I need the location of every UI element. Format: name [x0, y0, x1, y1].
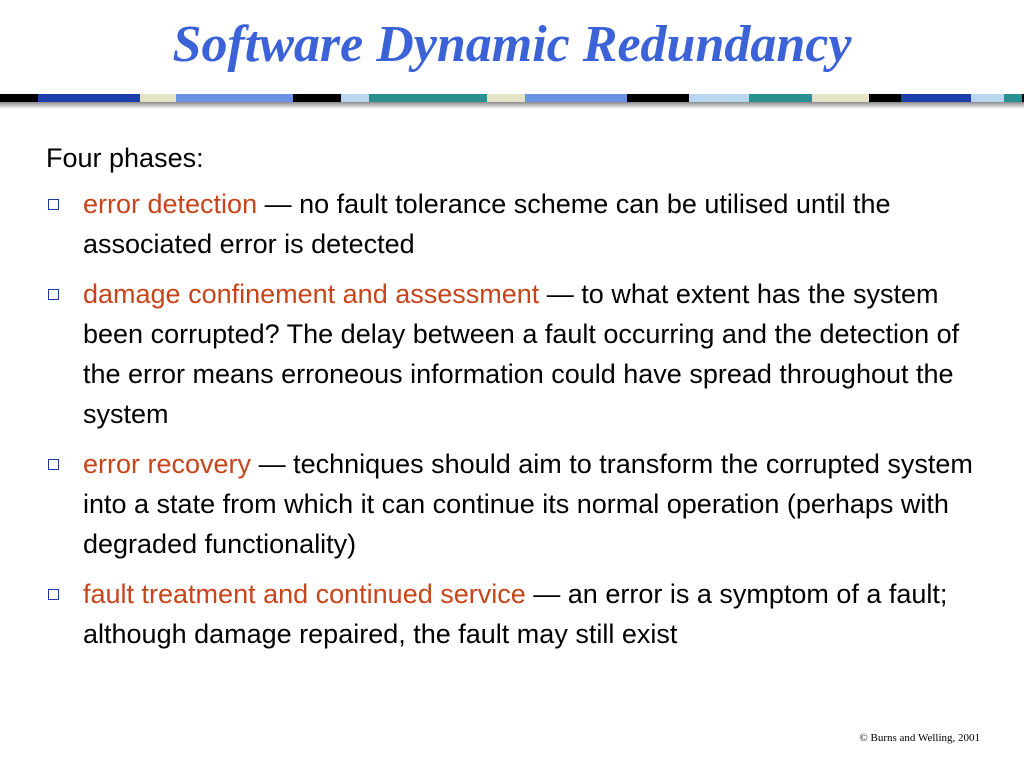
slide-body	[46, 138, 986, 664]
intro-text: Four phases:	[46, 143, 204, 173]
phase-term: fault treatment and continued service	[83, 579, 526, 609]
list-item	[46, 574, 986, 654]
list-item	[46, 444, 986, 564]
band-segment	[689, 94, 749, 102]
phase-description: — techniques should aim to transform the corrupted system into a state from which it can continue its normal operation (perhaps with degraded functionality)	[83, 449, 973, 559]
slide-title: Software Dynamic Redundancy	[172, 16, 852, 73]
square-bullet-icon	[48, 199, 59, 210]
square-bullet-icon	[48, 289, 59, 300]
band-segment	[487, 94, 525, 102]
band-segment	[901, 94, 971, 102]
band-segment	[812, 94, 869, 102]
band-segment	[525, 94, 627, 102]
band-segment	[627, 94, 689, 102]
phase-description: — no fault tolerance scheme can be utilised until the associated error is detected	[83, 189, 891, 259]
copyright-footer: © Burns and Welling, 2001	[859, 732, 980, 744]
list-item	[46, 274, 986, 434]
band-segment	[341, 94, 369, 102]
list-item	[46, 184, 986, 264]
band-segment	[869, 94, 901, 102]
band-segment	[176, 94, 293, 102]
phase-description: — to what extent has the system been corrupted? The delay between a fault occurring and the detection of the error means erroneous information could have spread throughout the system	[83, 279, 960, 429]
phase-term: damage confinement and assessment	[83, 279, 540, 309]
phase-description: — an error is a symptom of a fault; although damage repaired, the fault may still exist	[83, 579, 948, 649]
band-shadow	[0, 102, 1024, 109]
phase-term: error recovery	[83, 449, 252, 479]
band-segment	[749, 94, 812, 102]
band-segment	[140, 94, 176, 102]
phase-list	[46, 184, 986, 654]
square-bullet-icon	[48, 459, 59, 470]
band-segment	[369, 94, 487, 102]
band-segment	[1004, 94, 1022, 102]
band-segment	[971, 94, 1004, 102]
square-bullet-icon	[48, 589, 59, 600]
phase-term: error detection	[83, 189, 258, 219]
band-segment	[0, 94, 38, 102]
decorative-color-band	[0, 94, 1024, 102]
band-segment	[293, 94, 341, 102]
band-segment	[38, 94, 140, 102]
